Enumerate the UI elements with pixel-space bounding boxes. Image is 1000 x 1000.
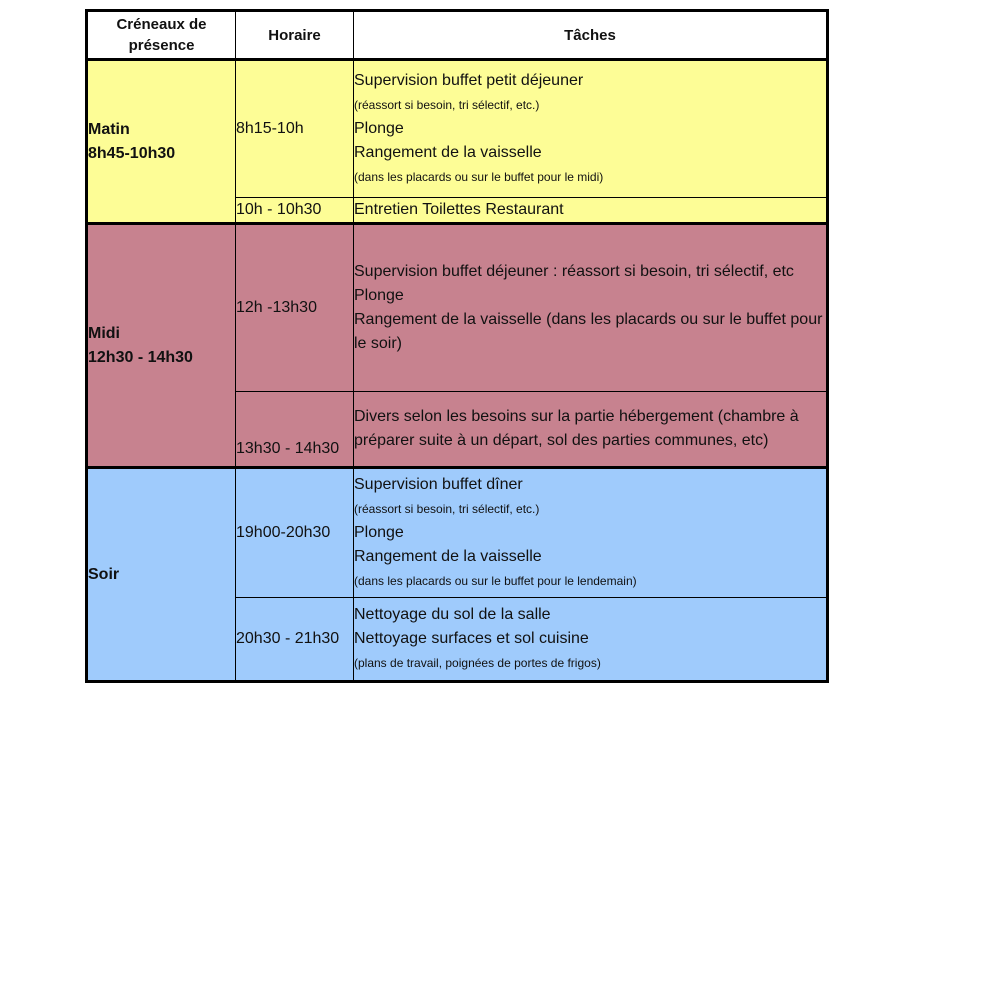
time-cell: 19h00-20h30 bbox=[236, 468, 354, 598]
table-row bbox=[87, 60, 828, 198]
period-morning bbox=[87, 60, 236, 224]
task-line: Nettoyage surfaces et sol cuisine bbox=[354, 630, 589, 647]
header-schedule: Horaire bbox=[236, 11, 354, 60]
tasks-cell bbox=[354, 392, 828, 468]
task-note: (plans de travail, poignées de portes de frigos) bbox=[354, 656, 601, 670]
tasks-cell bbox=[354, 468, 828, 598]
task-line: Rangement de la vaisselle bbox=[354, 144, 542, 161]
task-note: (réassort si besoin, tri sélectif, etc.) bbox=[354, 98, 540, 112]
header-slots: Créneaux de présence bbox=[87, 11, 236, 60]
task-line: Supervision buffet dîner bbox=[354, 476, 523, 493]
task-note: (dans les placards ou sur le buffet pour le midi) bbox=[354, 170, 604, 184]
tasks-cell bbox=[354, 598, 828, 682]
task-line: Nettoyage du sol de la salle bbox=[354, 606, 551, 623]
time-cell: 8h15-10h bbox=[236, 60, 354, 198]
period-name: Soir bbox=[88, 565, 120, 583]
time-cell: 20h30 - 21h30 bbox=[236, 598, 354, 682]
time-cell: 10h - 10h30 bbox=[236, 198, 354, 224]
period-name: Matin bbox=[88, 120, 130, 138]
task-line: Supervision buffet déjeuner : réassort si besoin, tri sélectif, etc bbox=[354, 263, 794, 280]
tasks-cell bbox=[354, 224, 828, 392]
task-note: (réassort si besoin, tri sélectif, etc.) bbox=[354, 502, 540, 516]
table-row bbox=[87, 468, 828, 598]
task-line: Supervision buffet petit déjeuner bbox=[354, 72, 584, 89]
task-line: Entretien Toilettes Restaurant bbox=[354, 201, 564, 218]
task-line: Rangement de la vaisselle bbox=[354, 548, 542, 565]
period-hours: 8h45-10h30 bbox=[88, 144, 176, 162]
header-tasks: Tâches bbox=[354, 11, 828, 60]
task-line: Plonge bbox=[354, 524, 404, 541]
task-line: Rangement de la vaisselle (dans les placards ou sur le buffet pour le soir) bbox=[354, 311, 823, 352]
time-cell: 12h -13h30 bbox=[236, 224, 354, 392]
header-row bbox=[87, 11, 828, 60]
period-hours: 12h30 - 14h30 bbox=[88, 348, 193, 366]
period-evening bbox=[87, 468, 236, 682]
tasks-cell bbox=[354, 60, 828, 198]
task-note: (dans les placards ou sur le buffet pour le lendemain) bbox=[354, 574, 637, 588]
time-cell: 13h30 - 14h30 bbox=[236, 392, 354, 468]
task-line: Plonge bbox=[354, 120, 404, 137]
task-line: Divers selon les besoins sur la partie hébergement (chambre à préparer suite à un départ, sol des parties communes, etc) bbox=[354, 408, 799, 449]
table-row bbox=[87, 224, 828, 392]
period-name: Midi bbox=[88, 324, 120, 342]
schedule-table bbox=[85, 9, 829, 683]
task-line: Plonge bbox=[354, 287, 404, 304]
period-noon bbox=[87, 224, 236, 468]
tasks-cell bbox=[354, 198, 828, 224]
